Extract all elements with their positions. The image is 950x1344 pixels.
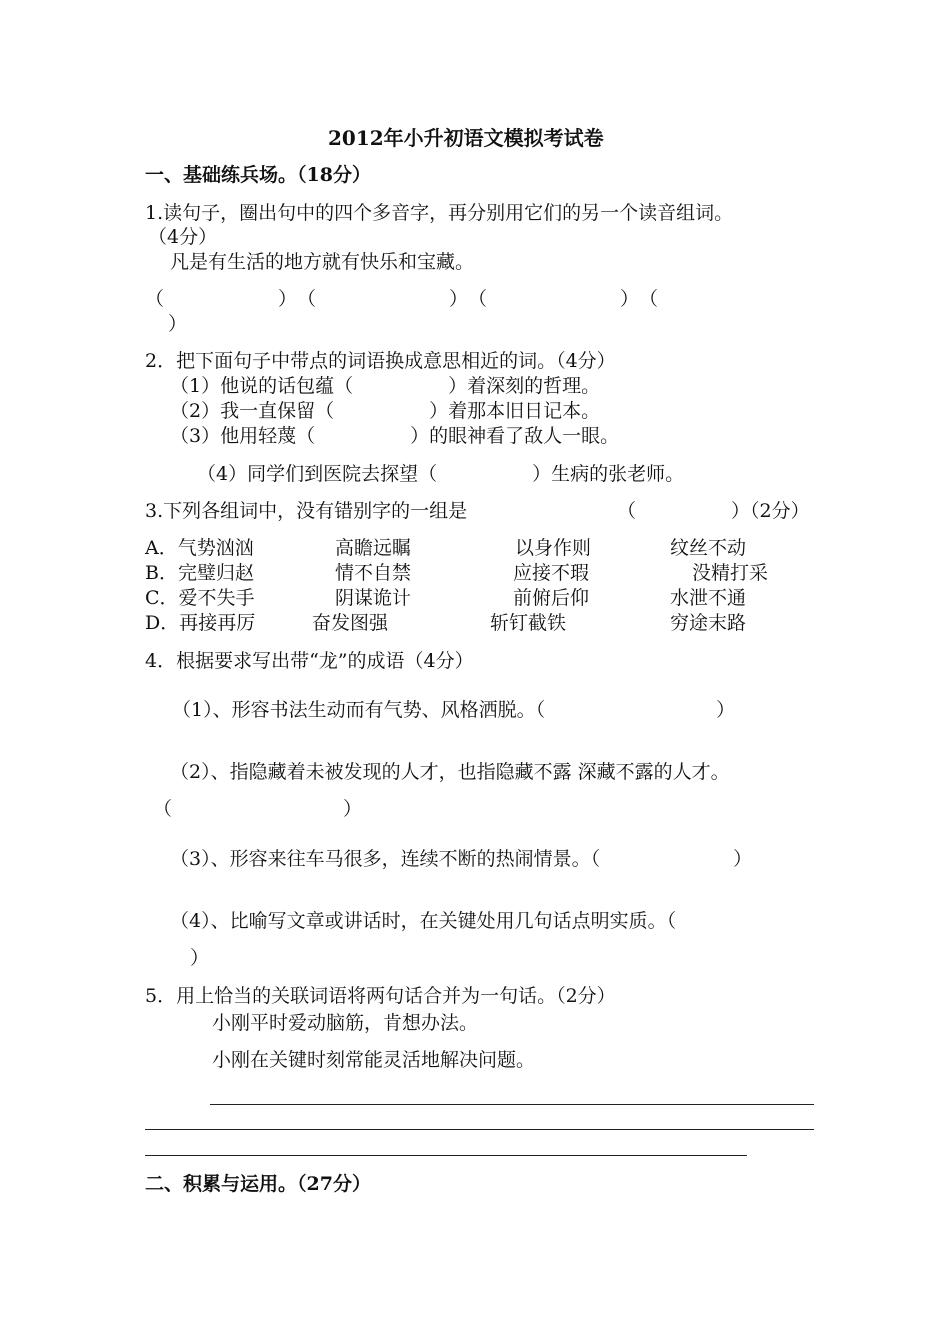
q3-option-d-word2: 奋发图强 bbox=[312, 612, 389, 634]
q3-option-a-word2: 高瞻远瞩 bbox=[335, 537, 412, 559]
q2-item-2: （2）我一直保留（ ）着那本旧日记本。 bbox=[170, 400, 601, 422]
q1-answer-blanks[interactable]: （ ） （ ） （ ） （ bbox=[145, 288, 659, 310]
q3-option-b-word3: 应接不瑕 bbox=[513, 562, 590, 584]
q5-sentence-2: 小刚在关键时刻常能灵活地解决问题。 bbox=[212, 1049, 536, 1071]
q3-option-c-word3: 前俯后仰 bbox=[513, 587, 590, 609]
section2-heading: 二、积累与运用。（27分） bbox=[145, 1173, 371, 1195]
q3-option-c-word4: 水泄不通 bbox=[670, 587, 747, 609]
q3-option-a-word4: 纹丝不动 bbox=[670, 537, 747, 559]
q3-option-d: D．再接再厉 bbox=[145, 612, 256, 634]
q3-option-c-word2: 阴谋诡计 bbox=[335, 587, 412, 609]
q3-option-a-word3: 以身作则 bbox=[515, 537, 592, 559]
q3-option-d-word3: 斩钉截铁 bbox=[490, 612, 567, 634]
q1-sentence: 凡是有生活的地方就有快乐和宝藏。 bbox=[170, 251, 475, 273]
q4-item-2-blank[interactable]: （ ） bbox=[153, 798, 363, 820]
q4-item-4: （4）、比喻写文章或讲话时，在关键处用几句话点明实质。（ bbox=[170, 910, 677, 932]
page-title: 2012年小升初语文模拟考试卷 bbox=[328, 126, 604, 150]
q3-option-b-word2: 情不自禁 bbox=[335, 562, 412, 584]
q2-prompt: 2．把下面句子中带点的词语换成意思相近的词。（4分） bbox=[145, 350, 616, 372]
q4-prompt: 4．根据要求写出带“龙”的成语（4分） bbox=[145, 650, 474, 672]
q3-answer-blank[interactable]: （ ）（2分） bbox=[617, 500, 810, 522]
q1-points: （4分） bbox=[148, 226, 218, 248]
q1-prompt: 1.读句子，圈出句中的四个多音字，再分别用它们的另一个读音组词。 bbox=[145, 202, 734, 224]
q5-answer-line-1[interactable] bbox=[210, 1104, 814, 1105]
q5-answer-line-2[interactable] bbox=[145, 1129, 814, 1130]
q5-sentence-1: 小刚平时爱动脑筋，肯想办法。 bbox=[212, 1012, 479, 1034]
q3-option-b-word4: 没精打采 bbox=[692, 562, 769, 584]
q5-answer-line-3[interactable] bbox=[145, 1155, 747, 1156]
section1-heading: 一、基础练兵场。（18分） bbox=[145, 164, 371, 186]
q3-option-a: A．气势汹汹 bbox=[145, 537, 254, 559]
q4-item-4-end: ） bbox=[190, 947, 210, 969]
q5-prompt: 5．用上恰当的关联词语将两句话合并为一句话。（2分） bbox=[145, 985, 616, 1007]
q2-item-3: （3）他用轻蔑（ ）的眼神看了敌人一眼。 bbox=[170, 425, 620, 447]
q1-answer-blank-end: ） bbox=[168, 313, 188, 335]
q2-item-1: （1）他说的话包蕴（ ）着深刻的哲理。 bbox=[170, 375, 601, 397]
q3-option-d-word4: 穷途末路 bbox=[670, 612, 747, 634]
q3-option-c: C．爱不失手 bbox=[145, 587, 255, 609]
q3-prompt: 3.下列各组词中，没有错别字的一组是 bbox=[145, 500, 468, 522]
q2-item-4: （4）同学们到医院去探望（ ）生病的张老师。 bbox=[197, 463, 685, 485]
q4-item-3: （3）、形容来往车马很多，连续不断的热闹情景。（ ） bbox=[170, 848, 753, 870]
q3-option-b: B．完璧归赵 bbox=[145, 562, 254, 584]
q4-item-2: （2）、指隐藏着未被发现的人才，也指隐藏不露 深藏不露的人才。 bbox=[170, 761, 730, 783]
q4-item-1: （1）、形容书法生动而有气势、风格洒脱。（ ） bbox=[172, 699, 736, 721]
